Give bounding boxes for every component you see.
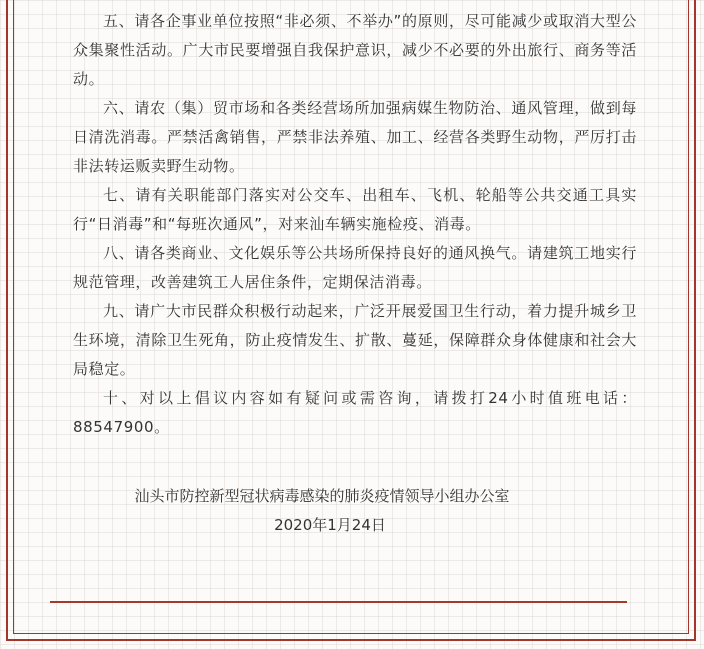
bottom-border-inner xyxy=(13,633,689,634)
paragraph-seven: 七、请有关职能部门落实对公交车、出租车、飞机、轮船等公共交通工具实行“日消毒”和“每班次通风”，对来汕车辆实施检疫、消毒。 xyxy=(73,186,637,233)
right-border-outer xyxy=(694,0,696,641)
divider-line xyxy=(50,601,627,603)
paragraph-five: 五、请各企事业单位按照“非必须、不举办”的原则，尽可能减少或取消大型公众集聚性活动。广大市民要增强自我保护意识，减少不必要的外出旅行、商务等活动。 xyxy=(73,12,637,88)
paragraph-eight: 八、请各类商业、文化娱乐等公共场所保持良好的通风换气。请建筑工地实行规范管理，改善建筑工人居住条件，定期保洁消毒。 xyxy=(73,244,637,291)
bottom-border-outer xyxy=(6,639,696,641)
signature-date: 2020年1月24日 xyxy=(274,516,386,534)
left-border-outer xyxy=(6,0,8,641)
signature-organization: 汕头市防控新型冠状病毒感染的肺炎疫情领导小组办公室 xyxy=(134,487,510,505)
signature-block xyxy=(0,482,704,540)
paragraph-six: 六、请农（集）贸市场和各类经营场所加强病媒生物防治、通风管理，做到每日清洗消毒。严禁活禽销售，严禁非法养殖、加工、经营各类野生动物，严厉打击非法转运贩卖野生动物。 xyxy=(73,99,637,175)
paragraph-ten: 十、对以上倡议内容如有疑问或需咨询，请拨打24小时值班电话：88547900。 xyxy=(73,389,637,436)
article-body xyxy=(73,7,637,442)
paragraph-nine: 九、请广大市民群众积极行动起来，广泛开展爱国卫生行动，着力提升城乡卫生环境，清除卫生死角，防止疫情发生、扩散、蔓延，保障群众身体健康和社会大局稳定。 xyxy=(73,302,637,378)
